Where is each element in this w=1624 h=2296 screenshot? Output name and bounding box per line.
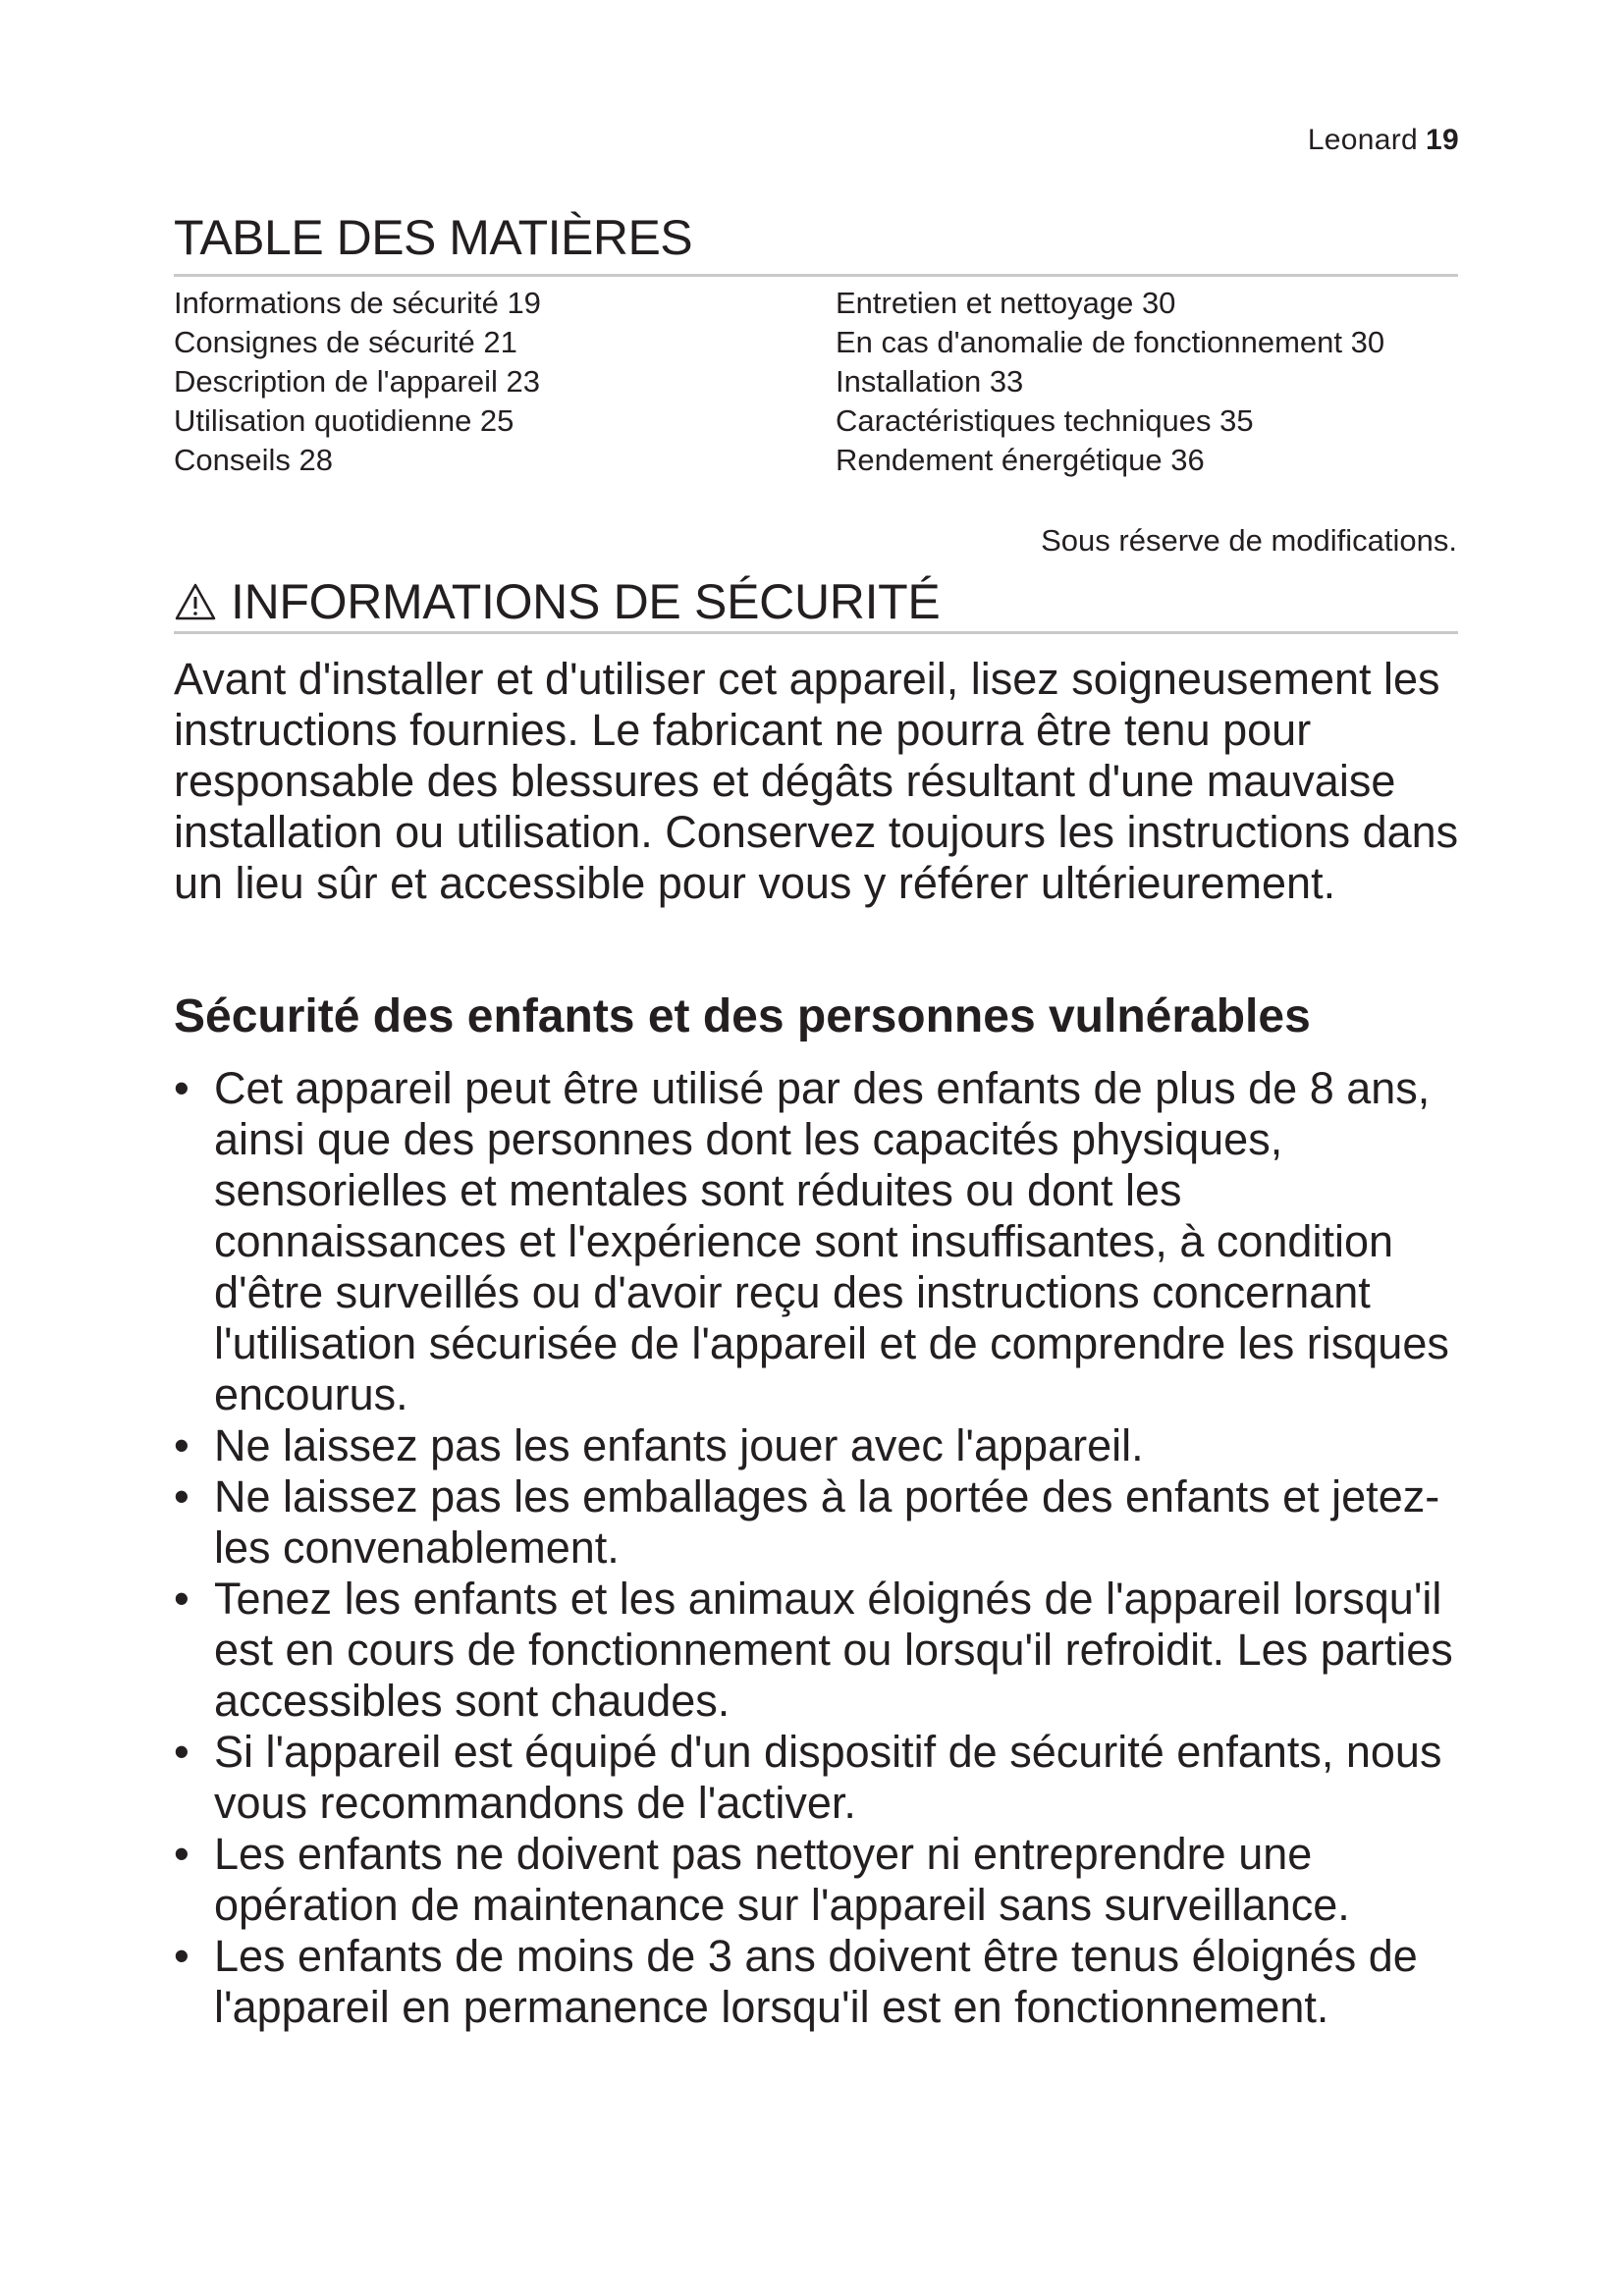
toc-item[interactable]: Consignes de sécurité 21 <box>174 325 517 359</box>
list-item: • Cet appareil peut être utilisé par des enfants de plus de 8 ans, ainsi que des personnes dont les capacités physiques, sensorielles et mentales sont réduites ou dont les connaissances et l'expérience sont insuffisantes, à condition d'être surveillés ou d'avoir reçu des instructions concernant l'utilisation sécurisée de l'appareil et de comprendre les risques encourus. <box>174 1063 1480 1420</box>
list-item: • Ne laissez pas les emballages à la portée des enfants et jetez-les convenablement. <box>174 1471 1480 1574</box>
safety-intro: Avant d'installer et d'utiliser cet appareil, lisez soigneusement les instructions fournies. Le fabricant ne pourra être tenu pour responsable des blessures et dégâts résultant d'une mauvaise installation ou utilisation. Conservez toujours les instructions dans un lieu sûr et accessible pour vous y référer ultérieurement. <box>174 654 1459 908</box>
toc-item[interactable]: Installation 33 <box>836 364 1024 399</box>
page-number: 19 <box>1426 124 1459 156</box>
toc-divider <box>174 274 1458 277</box>
toc-left-column <box>174 284 541 480</box>
toc-right-column <box>836 284 1384 480</box>
toc-item[interactable]: Informations de sécurité 19 <box>174 286 541 320</box>
toc-item[interactable]: Conseils 28 <box>174 443 333 477</box>
list-item: • Si l'appareil est équipé d'un dispositif de sécurité enfants, nous vous recommandons de l'activer. <box>174 1727 1480 1829</box>
toc-item[interactable]: Description de l'appareil 23 <box>174 364 540 399</box>
page-header <box>1308 124 1459 157</box>
modification-notice: Sous réserve de modifications. <box>1041 523 1457 558</box>
list-item: • Les enfants de moins de 3 ans doivent être tenus éloignés de l'appareil en permanence lorsqu'il est en fonctionnement. <box>174 1931 1480 2033</box>
list-item: • Les enfants ne doivent pas nettoyer ni entreprendre une opération de maintenance sur l'appareil sans surveillance. <box>174 1829 1480 1931</box>
toc-item[interactable]: En cas d'anomalie de fonctionnement 30 <box>836 325 1385 359</box>
toc-item[interactable]: Rendement énergétique 36 <box>836 443 1205 477</box>
safety-section-title <box>174 573 940 630</box>
toc-item[interactable]: Caractéristiques techniques 35 <box>836 403 1254 438</box>
safety-title-text: INFORMATIONS DE SÉCURITÉ <box>231 574 941 629</box>
brand-name: Leonard <box>1307 124 1419 156</box>
toc-title: TABLE DES MATIÈRES <box>174 210 693 265</box>
warning-triangle-icon <box>174 582 217 621</box>
safety-divider <box>174 631 1458 634</box>
toc-item[interactable]: Utilisation quotidienne 25 <box>174 403 514 438</box>
list-item: • Tenez les enfants et les animaux éloignés de l'appareil lorsqu'il est en cours de fonctionnement ou lorsqu'il refroidit. Les parties accessibles sont chaudes. <box>174 1574 1480 1727</box>
children-safety-list <box>174 1063 1480 2033</box>
list-item: • Ne laissez pas les enfants jouer avec l'appareil. <box>174 1420 1480 1471</box>
toc-item[interactable]: Entretien et nettoyage 30 <box>836 286 1176 320</box>
children-safety-title: Sécurité des enfants et des personnes vulnérables <box>174 990 1311 1042</box>
